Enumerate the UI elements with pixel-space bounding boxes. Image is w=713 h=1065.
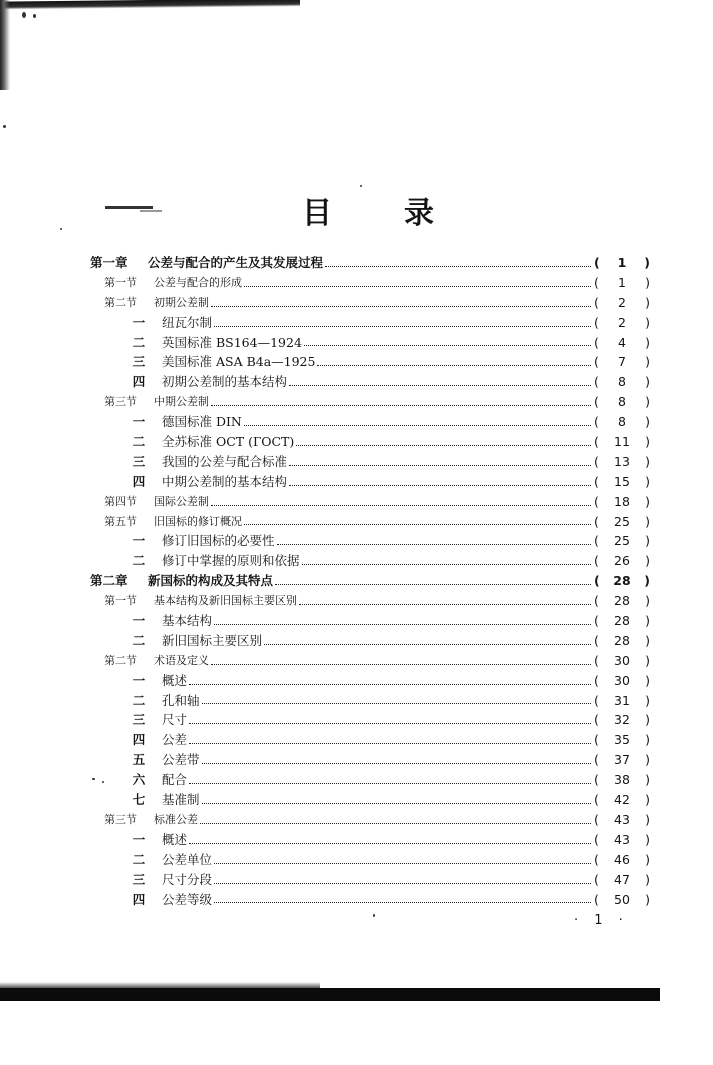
paren-close: ) [645, 374, 650, 390]
page-ref: 26 [614, 553, 630, 569]
toc-entry-label: 第三节 [104, 812, 137, 826]
paren-close: ) [645, 334, 650, 350]
page-ref: 28 [614, 593, 630, 609]
title-char: 录 [404, 196, 434, 231]
paren-open: ( [594, 672, 599, 688]
paren-open: ( [594, 652, 599, 668]
page-ref: 38 [614, 772, 630, 788]
toc-entry-page [594, 531, 650, 551]
paren-open: ( [594, 314, 599, 330]
dot-leader [317, 365, 591, 366]
paren-close: ) [645, 652, 650, 668]
toc-entry-label: 第二章 [90, 573, 128, 589]
toc-entry-page [594, 472, 650, 492]
toc-entry-title: 公差 [162, 732, 188, 748]
page-ref: 15 [614, 473, 630, 489]
paren-close: ) [645, 453, 650, 469]
paren-close: ) [645, 672, 650, 688]
toc-entry-label: 第三节 [104, 395, 137, 409]
toc-entry-title: 基准制 [162, 792, 200, 808]
paren-open: ( [594, 553, 599, 569]
toc-entry-title: 初期公差制 [154, 295, 209, 309]
dot-leader [244, 286, 591, 287]
scan-edge-left [0, 0, 10, 90]
paren-open: ( [594, 294, 599, 310]
toc-entry [90, 830, 650, 850]
toc-entry [90, 571, 650, 591]
paren-open: ( [594, 374, 599, 390]
paren-close: ) [645, 314, 650, 330]
toc-entry-title: 修订旧国标的必要性 [162, 533, 275, 549]
toc-entry-title: 孔和轴 [162, 692, 200, 708]
toc-entry-label: 第一章 [90, 255, 128, 270]
toc-entry-title: 配合 [162, 772, 188, 788]
toc-entry [90, 253, 650, 273]
paren-close: ) [645, 274, 650, 290]
toc-entry [90, 631, 650, 651]
toc-entry-title: 基本结构及新旧国标主要区别 [154, 594, 297, 608]
dot-leader [244, 524, 591, 525]
toc-entry-title: 概述 [162, 831, 188, 847]
toc-entry-label: 二 [132, 632, 146, 648]
dot-leader [189, 684, 591, 685]
page-ref: 1 [618, 274, 626, 290]
toc-entry-label: 第二节 [104, 653, 137, 667]
page-ref: 2 [618, 314, 626, 330]
toc-entry-page [594, 591, 650, 611]
scan-speck [60, 228, 62, 230]
toc-entry [90, 492, 650, 512]
paren-close: ) [645, 593, 650, 609]
toc-entry [90, 730, 650, 750]
toc-entry [90, 352, 650, 372]
paren-open: ( [594, 493, 599, 509]
toc-entry [90, 850, 650, 870]
toc-entry-page [594, 571, 650, 591]
toc-entry [90, 392, 650, 412]
paren-open: ( [594, 692, 599, 708]
toc-entry [90, 810, 650, 830]
page-number: · 1 · [574, 913, 629, 928]
toc-entry [90, 691, 650, 711]
toc-entry-title: 新旧国标主要区别 [162, 632, 263, 648]
page-ref: 46 [614, 851, 630, 867]
toc-entry-label: 一 [132, 613, 146, 629]
toc-entry-label: 第一节 [104, 275, 137, 289]
paren-open: ( [594, 453, 599, 469]
page-ref: 32 [614, 712, 630, 728]
page-ref: 18 [614, 493, 630, 509]
toc-entry-page [594, 333, 650, 353]
toc-entry [90, 372, 650, 392]
toc-entry-title: 国际公差制 [154, 494, 209, 508]
toc-entry-label: 一 [132, 533, 146, 549]
toc-entry-title: 美国标准 ASA B4a—1925 [162, 354, 316, 370]
toc-entry-label: 四 [132, 891, 146, 907]
toc-entry-label: 第一节 [104, 594, 137, 608]
toc-entry-page [594, 750, 650, 770]
toc-entry-title: 概述 [162, 672, 188, 688]
toc-entry-page [594, 830, 650, 850]
paren-close: ) [645, 553, 650, 569]
toc-entry-label: 第五节 [104, 514, 137, 528]
toc-entry-page [594, 651, 650, 671]
page-ref: 4 [618, 334, 626, 350]
dot-leader [289, 465, 591, 466]
toc-entry [90, 870, 650, 890]
toc-entry-title: 公差带 [162, 752, 200, 768]
page-ref: 47 [614, 871, 630, 887]
toc-entry-page [594, 611, 650, 631]
paren-close: ) [645, 811, 650, 827]
dot-leader [189, 743, 591, 744]
paren-open: ( [594, 573, 600, 589]
toc-entry [90, 671, 650, 691]
paren-close: ) [645, 354, 650, 370]
paren-open: ( [594, 891, 599, 907]
paren-close: ) [645, 533, 650, 549]
paren-close: ) [645, 632, 650, 648]
toc-entry-page [594, 870, 650, 890]
toc-entry-page [594, 253, 650, 273]
scan-edge-bottom [0, 988, 660, 1001]
dot-leader [289, 385, 591, 386]
dot-leader [304, 345, 591, 346]
paren-open: ( [594, 632, 599, 648]
page-ref: 43 [614, 811, 630, 827]
paren-close: ) [645, 613, 650, 629]
toc-entry-label: 二 [132, 434, 146, 450]
paren-open: ( [594, 334, 599, 350]
scan-speck [33, 14, 36, 18]
dot-leader [202, 703, 591, 704]
dot-leader [277, 544, 591, 545]
toc-entry-label: 二 [132, 334, 146, 350]
toc-entry [90, 512, 650, 532]
toc-entry-label: 六 [132, 772, 146, 788]
paren-close: ) [645, 394, 650, 410]
page-ref: 35 [614, 732, 630, 748]
dot-leader [211, 306, 591, 307]
paren-open: ( [594, 414, 599, 430]
toc-entry-page [594, 512, 650, 532]
toc-entry-page [594, 412, 650, 432]
dot-leader [264, 644, 591, 645]
page-ref: 13 [614, 453, 630, 469]
page-ref: 50 [614, 891, 630, 907]
paren-open: ( [594, 712, 599, 728]
page-ref: 2 [618, 294, 626, 310]
toc-entry-page [594, 671, 650, 691]
toc-entry-label: 第二节 [104, 295, 137, 309]
toc-entry-label: 一 [132, 314, 146, 330]
paren-close: ) [645, 792, 650, 808]
paren-open: ( [594, 394, 599, 410]
paren-open: ( [594, 831, 599, 847]
toc-entry-title: 修订中掌握的原则和依据 [162, 553, 300, 569]
paren-close: ) [645, 772, 650, 788]
page-ref: 8 [618, 394, 626, 410]
page-ref: 28 [614, 613, 630, 629]
toc-entry-label: 七 [132, 792, 146, 808]
paren-close: ) [645, 294, 650, 310]
toc-entry [90, 412, 650, 432]
page-ref: 30 [614, 672, 630, 688]
page-ref: 1 [617, 255, 627, 270]
toc-entry-title: 我国的公差与配合标准 [162, 453, 288, 469]
toc-entry-page [594, 730, 650, 750]
toc-entry-label: 一 [132, 414, 146, 430]
toc-entry-label: 四 [132, 732, 146, 748]
toc-entry-page [594, 790, 650, 810]
toc-entry [90, 770, 650, 790]
toc-entry [90, 531, 650, 551]
dot-leader [202, 763, 591, 764]
paren-close: ) [645, 473, 650, 489]
page-ref: 42 [614, 792, 630, 808]
toc-entry-page [594, 810, 650, 830]
toc-entry [90, 313, 650, 333]
toc-entry-title: 公差等级 [162, 891, 213, 907]
toc-entry-page [594, 710, 650, 730]
toc-entry-page [594, 631, 650, 651]
toc-entry-title: 公差与配合的形成 [154, 275, 242, 289]
toc-entry-title: 旧国标的修订概况 [154, 514, 242, 528]
paren-open: ( [594, 593, 599, 609]
toc-entry [90, 273, 650, 293]
toc-entry-label: 三 [132, 354, 146, 370]
page-ref: 30 [614, 652, 630, 668]
toc-entry-label: 三 [132, 712, 146, 728]
toc-entry [90, 750, 650, 770]
paren-open: ( [594, 732, 599, 748]
toc-entry-title: 标准公差 [154, 812, 198, 826]
paren-close: ) [645, 513, 650, 529]
dot-leader [214, 624, 591, 625]
toc-entry [90, 432, 650, 452]
toc-entry-label: 二 [132, 692, 146, 708]
toc-entry-title: 术语及定义 [154, 653, 209, 667]
paren-open: ( [594, 533, 599, 549]
toc-entry-title: 公差单位 [162, 851, 213, 867]
toc-entry-page [594, 352, 650, 372]
paren-close: ) [645, 493, 650, 509]
paren-close: ) [645, 732, 650, 748]
toc-entry-page [594, 890, 650, 910]
dot-leader [189, 843, 591, 844]
toc-entry-label: 四 [132, 473, 146, 489]
dot-leader [275, 584, 591, 585]
paren-close: ) [645, 712, 650, 728]
page-ref: 43 [614, 831, 630, 847]
dot-leader [211, 664, 591, 665]
paren-open: ( [594, 513, 599, 529]
page-ref: 11 [614, 434, 630, 450]
dot-leader [211, 405, 591, 406]
paren-open: ( [594, 255, 600, 270]
toc-entry-title: 公差与配合的产生及其发展过程 [148, 255, 324, 270]
toc-entry-title: 全苏标准 OCT (ГОСТ) [162, 434, 295, 450]
paren-close: ) [645, 692, 650, 708]
toc-entry-label: 三 [132, 871, 146, 887]
title-char: 目 [302, 196, 332, 231]
toc-entry [90, 472, 650, 492]
toc-entry-title: 中期公差制 [154, 395, 209, 409]
toc-entry [90, 293, 650, 313]
toc-entry [90, 790, 650, 810]
dot-leader [189, 723, 591, 724]
dot-leader [299, 604, 591, 605]
toc-entry-title: 尺寸 [162, 712, 188, 728]
paren-close: ) [645, 752, 650, 768]
scan-speck [360, 185, 362, 187]
page-ref: 25 [614, 533, 630, 549]
page-ref: 8 [618, 414, 626, 430]
paren-close: ) [645, 851, 650, 867]
paren-close: ) [645, 414, 650, 430]
paren-close: ) [644, 255, 650, 270]
dot-leader [214, 883, 591, 884]
page-ref: 28 [614, 632, 630, 648]
scan-speck [22, 12, 26, 18]
toc-entry [90, 452, 650, 472]
table-of-contents [90, 253, 650, 909]
toc-entry-page [594, 392, 650, 412]
toc-entry-page [594, 313, 650, 333]
toc-entry-title: 尺寸分段 [162, 871, 213, 887]
toc-entry-page [594, 372, 650, 392]
dot-leader [244, 425, 591, 426]
toc-entry-title: 中期公差制的基本结构 [162, 473, 288, 489]
paren-close: ) [645, 831, 650, 847]
toc-entry-title: 德国标准 DIN [162, 414, 242, 430]
toc-entry-page [594, 273, 650, 293]
paren-open: ( [594, 871, 599, 887]
dot-leader [325, 266, 591, 267]
scan-edge-top [0, 0, 300, 10]
paren-open: ( [594, 613, 599, 629]
toc-entry-title: 纽瓦尔制 [162, 314, 213, 330]
toc-entry-title: 新国标的构成及其特点 [148, 573, 274, 589]
page-ref: 37 [614, 752, 630, 768]
dot-leader [211, 505, 591, 506]
paren-close: ) [644, 573, 650, 589]
toc-entry-page [594, 492, 650, 512]
toc-entry-title: 初期公差制的基本结构 [162, 374, 288, 390]
toc-entry-title: 基本结构 [162, 613, 213, 629]
dot-leader [189, 783, 591, 784]
paren-open: ( [594, 792, 599, 808]
paren-open: ( [594, 851, 599, 867]
dot-leader [202, 803, 591, 804]
scan-mark [140, 210, 162, 212]
paren-open: ( [594, 772, 599, 788]
paren-close: ) [645, 891, 650, 907]
paren-open: ( [594, 274, 599, 290]
paren-close: ) [645, 434, 650, 450]
page-ref: 8 [618, 374, 626, 390]
scan-mark [105, 206, 153, 209]
toc-entry-page [594, 850, 650, 870]
toc-entry-label: 五 [132, 752, 146, 768]
toc-entry-label: 二 [132, 553, 146, 569]
toc-entry [90, 333, 650, 353]
toc-entry [90, 710, 650, 730]
dot-leader [214, 863, 591, 864]
toc-entry-page [594, 691, 650, 711]
scan-speck [3, 125, 6, 128]
dot-leader [289, 485, 591, 486]
toc-entry-label: 一 [132, 831, 146, 847]
dot-leader [296, 445, 591, 446]
toc-entry-label: 二 [132, 851, 146, 867]
dot-leader [214, 902, 591, 903]
toc-entry-page [594, 770, 650, 790]
toc-entry-label: 四 [132, 374, 146, 390]
dot-leader [302, 564, 591, 565]
toc-entry-label: 一 [132, 672, 146, 688]
toc-entry [90, 651, 650, 671]
toc-entry-label: 三 [132, 453, 146, 469]
paren-open: ( [594, 434, 599, 450]
scan-speck [373, 914, 375, 917]
toc-entry-title: 英国标准 BS164—1924 [162, 334, 302, 350]
page-ref: 25 [614, 513, 630, 529]
page-ref: 28 [613, 573, 631, 589]
paren-open: ( [594, 473, 599, 489]
toc-entry [90, 611, 650, 631]
paren-close: ) [645, 871, 650, 887]
dot-leader [200, 823, 591, 824]
toc-entry-page [594, 432, 650, 452]
paren-open: ( [594, 811, 599, 827]
toc-entry [90, 591, 650, 611]
toc-entry-page [594, 452, 650, 472]
toc-entry [90, 551, 650, 571]
paren-open: ( [594, 354, 599, 370]
toc-entry [90, 890, 650, 910]
paren-open: ( [594, 752, 599, 768]
toc-entry-label: 第四节 [104, 494, 137, 508]
dot-leader [214, 326, 591, 327]
toc-entry-page [594, 293, 650, 313]
toc-entry-page [594, 551, 650, 571]
page-ref: 7 [618, 354, 626, 370]
page-ref: 31 [614, 692, 630, 708]
